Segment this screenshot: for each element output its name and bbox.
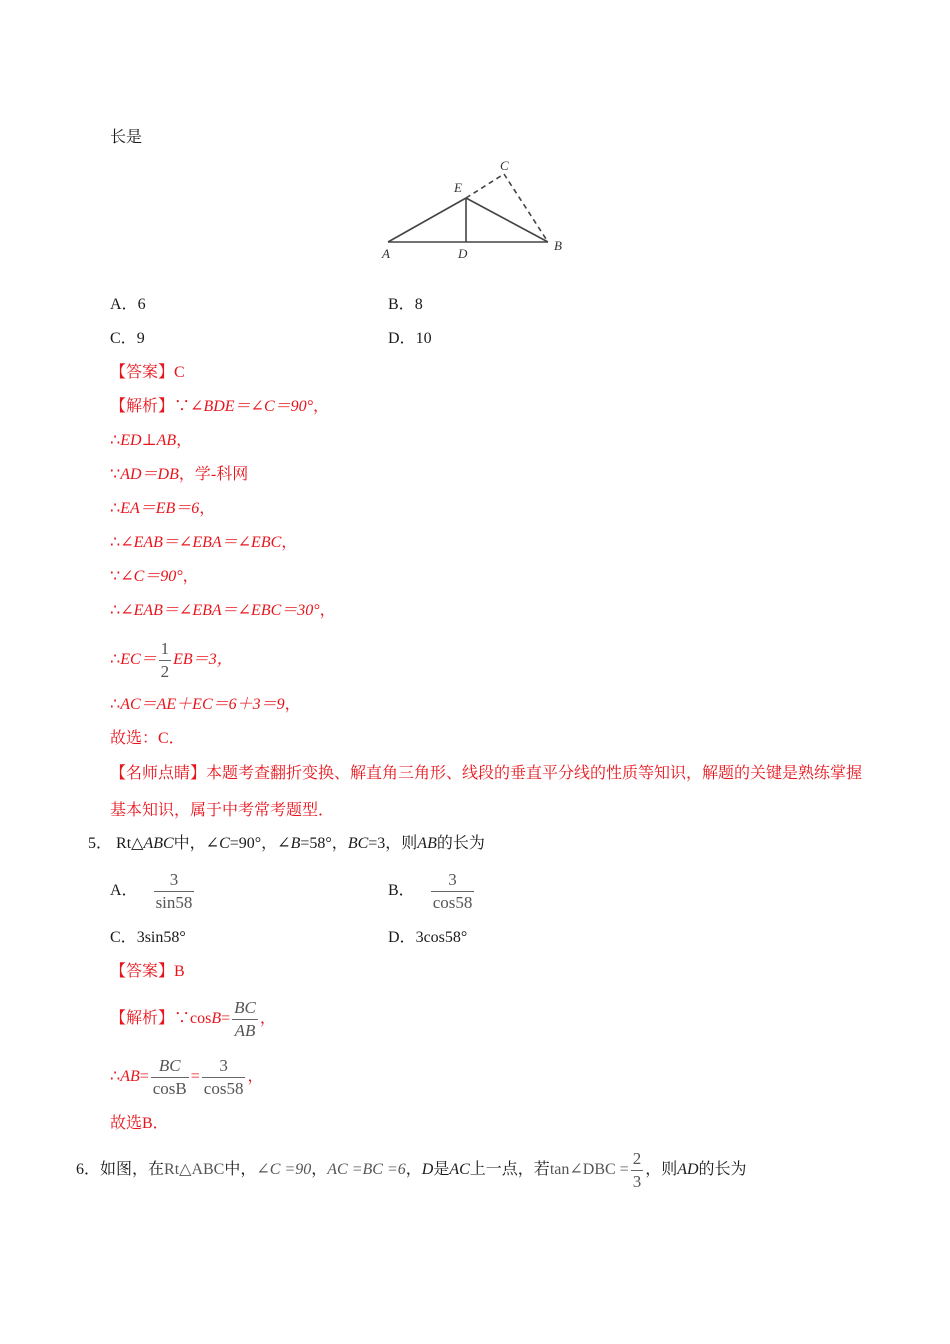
fraction-two-thirds: $\frac{2}{3}$ — [632, 1148, 642, 1191]
q4-step-1: 【解析】∵∠BDE＝∠C＝90°， — [110, 398, 330, 415]
q4-option-b: B．8 — [388, 296, 423, 313]
q5-choose: 故选B． — [110, 1115, 169, 1132]
q4-step-ec: ∴EC＝ $\frac{1}{2}$ EB＝3， — [110, 638, 233, 681]
label-a: A — [382, 246, 390, 261]
segment-ec-dashed — [466, 174, 504, 198]
q4-step-ac: ∴AC＝AE＋EC＝6＋3＝9， — [110, 696, 301, 713]
q5-option-c: C．3sin58° — [110, 929, 186, 946]
q5-option-a: A． $\frac{3}{\sin 58}$ — [110, 869, 193, 912]
q4-step-3: ∵AD＝DB，学-科网 — [110, 466, 249, 483]
fraction-3-over-cos58-answer: $\frac{3}{\cos 58}$ — [203, 1055, 244, 1098]
q4-step-4: ∴EA＝EB＝6， — [110, 500, 216, 517]
fraction-3-over-cos58: $\frac{3}{\cos 58}$ — [432, 869, 473, 912]
label-e: E — [454, 180, 462, 195]
q4-step-6: ∵∠C＝90°， — [110, 568, 199, 585]
q6-stem: 6．如图，在Rt△ABC中，∠C =90，AC =BC =6，D是AC上一点，若tan∠DBC = $\frac{2}{3}$ ，则AD的长为 — [76, 1148, 747, 1191]
triangle-figure — [378, 152, 574, 264]
segment-cb-dashed — [504, 174, 548, 242]
q4-step-2: ∴ED⊥AB， — [110, 432, 193, 449]
fraction-one-half: $\frac{1}{2}$ — [160, 638, 170, 681]
q4-option-a: A．6 — [110, 296, 146, 313]
segment-eb — [466, 198, 548, 242]
fraction-3-over-sin58: $\frac{3}{\sin 58}$ — [155, 869, 193, 912]
q5-stem: 5． Rt△ABC中，∠C=90°，∠B=58°，BC=3，则AB的长为 — [88, 835, 485, 852]
q5-step-1: 【解析】∵cosB= $\frac{BC}{AB}$ ， — [110, 997, 276, 1040]
label-d: D — [458, 246, 468, 261]
q4-comment-2: 基本知识，属于中考常考题型． — [110, 802, 335, 819]
fraction-bc-over-ab: $\frac{BC}{AB}$ — [234, 997, 256, 1040]
segment-ae — [388, 198, 466, 242]
q4-choose: 故选：C． — [110, 730, 185, 747]
label-b: B — [554, 238, 562, 253]
q5-option-b: B． $\frac{3}{\cos 58}$ — [388, 869, 473, 912]
q4-step-7: ∴∠EAB＝∠EBA＝∠EBC＝30°， — [110, 602, 336, 619]
q4-option-d: D．10 — [388, 330, 432, 347]
q4-option-c: C．9 — [110, 330, 145, 347]
q4-answer: 【答案】C — [110, 364, 185, 381]
q4-step-5: ∴∠EAB＝∠EBA＝∠EBC， — [110, 534, 298, 551]
q5-step-2: ∴AB= $\frac{BC}{\cos B}$ = $\frac{3}{\cos 58}$ ， — [110, 1055, 264, 1098]
label-c: C — [500, 158, 509, 173]
fraction-bc-over-cosb: $\frac{BC}{\cos B}$ — [152, 1055, 187, 1098]
q4-comment-1: 【名师点睛】本题考查翻折变换、解直角三角形、线段的垂直平分线的性质等知识，解题的关键是熟练掌握 — [110, 765, 863, 782]
continued-text: 长是 — [110, 129, 143, 146]
q5-option-d: D．3cos58° — [388, 929, 468, 946]
q5-answer: 【答案】B — [110, 963, 185, 980]
